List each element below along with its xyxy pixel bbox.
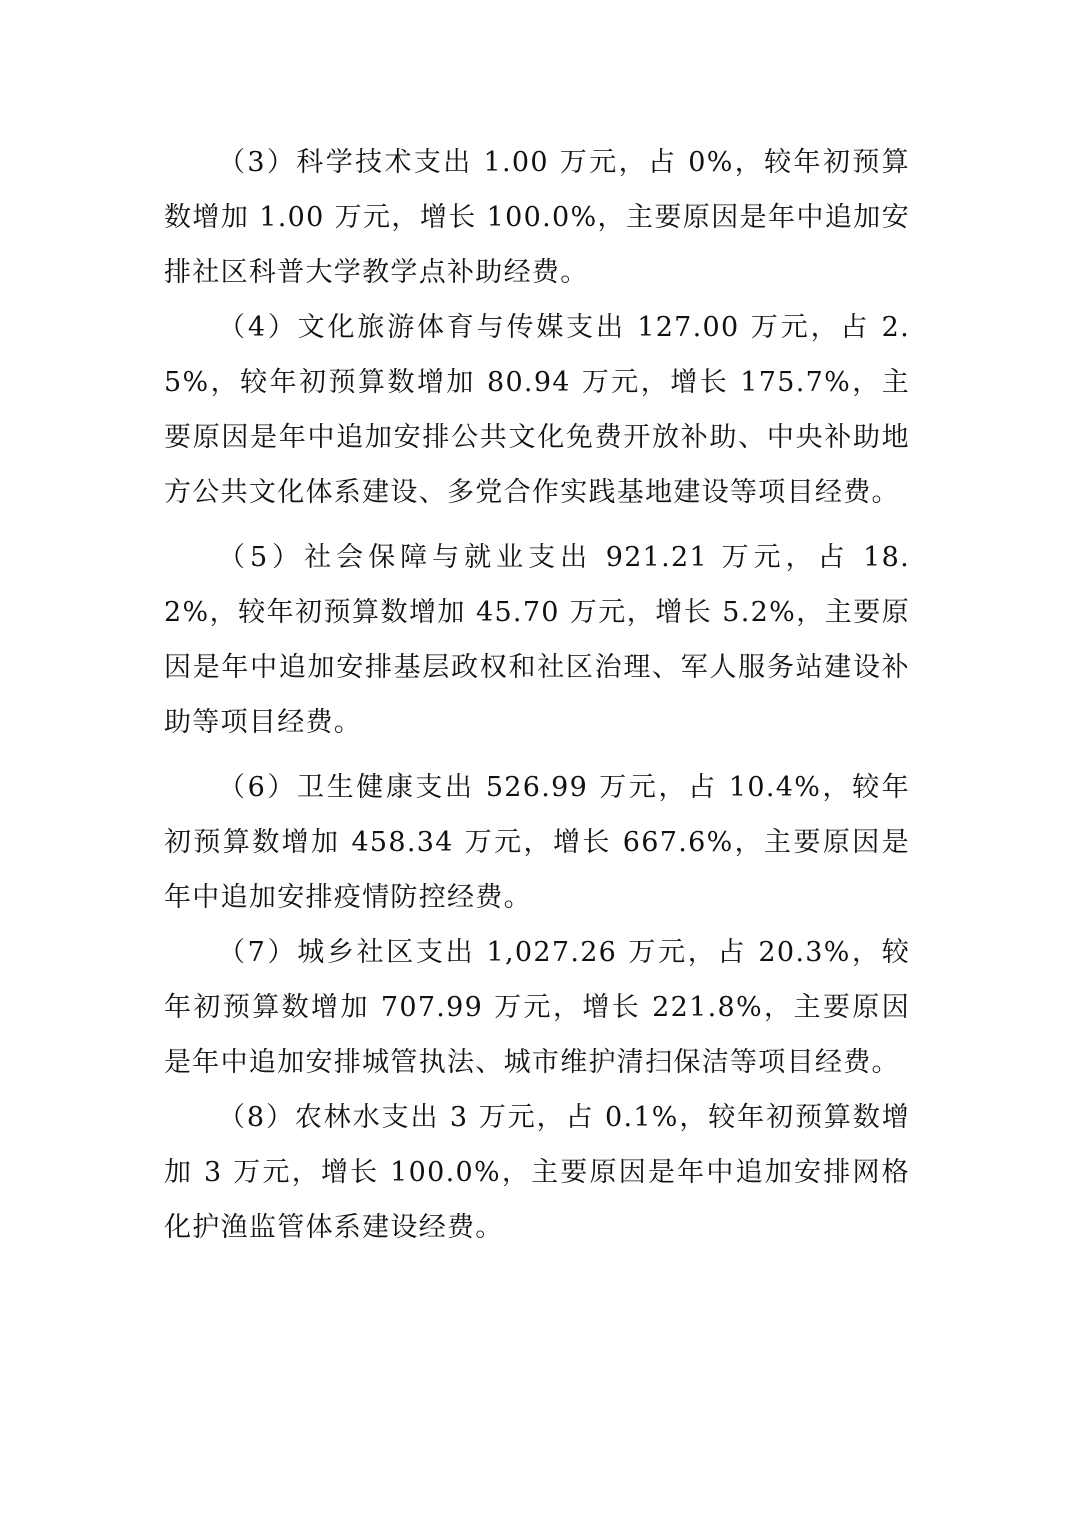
paragraph-urban-rural: （7）城乡社区支出 1,027.26 万元，占 20.3%，较年初预算数增加 707.99 万元，增长 221.8%，主要原因是年中追加安排城管执法、城市维护清扫保洁等项目经费。 [164, 937, 910, 1078]
paragraph-culture-tourism: （4）文化旅游体育与传媒支出 127.00 万元，占 2.5%，较年初预算数增加 80.94 万元，增长 175.7%，主要原因是年中追加安排公共文化免费开放补助、中央补助地方公共文化体系建设、多党合作实践基地建设等项目经费。 [164, 312, 910, 508]
document-page [164, 135, 910, 1255]
paragraph-health: （6）卫生健康支出 526.99 万元，占 10.4%，较年初预算数增加 458.34 万元，增长 667.6%，主要原因是年中追加安排疫情防控经费。 [164, 772, 910, 913]
paragraph-science-tech: （3）科学技术支出 1.00 万元，占 0%，较年初预算数增加 1.00 万元，增长 100.0%，主要原因是年中追加安排社区科普大学教学点补助经费。 [164, 147, 910, 288]
paragraph-social-security: （5）社会保障与就业支出 921.21 万元，占 18.2%，较年初预算数增加 45.70 万元，增长 5.2%，主要原因是年中追加安排基层政权和社区治理、军人服务站建设补助等项目经费。 [164, 542, 910, 738]
paragraph-agriculture: （8）农林水支出 3 万元，占 0.1%，较年初预算数增加 3 万元，增长 100.0%，主要原因是年中追加安排网格化护渔监管体系建设经费。 [164, 1102, 910, 1243]
